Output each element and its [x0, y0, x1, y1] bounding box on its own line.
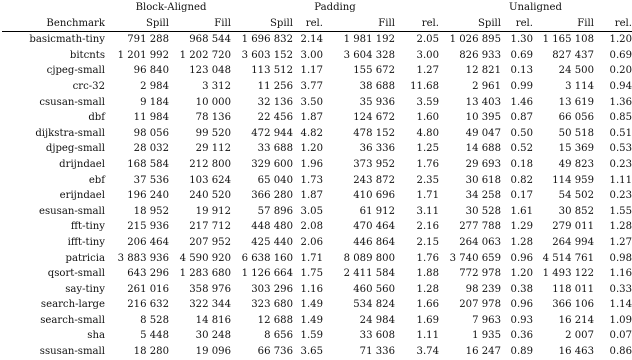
value-cell: 49 047 — [465, 127, 501, 139]
value-cell: 0.23 — [609, 158, 632, 170]
value-cell: 0.51 — [609, 127, 632, 139]
value-cell: 1 935 — [472, 330, 501, 342]
value-cell: 28 032 — [133, 143, 169, 155]
value-cell: 10 395 — [465, 112, 501, 124]
benchmark-name-cell: patricia — [65, 252, 105, 264]
value-cell: 5 448 — [140, 330, 169, 342]
value-cell: 37 536 — [133, 174, 169, 186]
value-cell: 373 952 — [353, 158, 395, 170]
value-cell: 1.36 — [609, 96, 632, 108]
value-cell: 0.82 — [510, 174, 533, 186]
group-unaligned: Unaligned — [509, 2, 562, 13]
value-cell: 7 963 — [472, 314, 501, 326]
value-cell: 0.98 — [609, 252, 632, 264]
value-cell: 16 214 — [558, 314, 594, 326]
value-cell: 329 600 — [251, 158, 293, 170]
value-cell: 29 112 — [195, 143, 231, 155]
table-row — [2, 282, 632, 298]
column-header: Spill — [269, 17, 293, 29]
group-padding: Padding — [314, 2, 356, 13]
value-cell: 3.65 — [300, 346, 323, 358]
value-cell: 3.50 — [300, 96, 323, 108]
value-cell: 1.28 — [510, 236, 533, 248]
value-cell: 66 736 — [257, 346, 293, 358]
value-cell: 215 936 — [127, 221, 169, 233]
value-cell: 1.75 — [300, 268, 323, 280]
value-cell: 50 518 — [558, 127, 594, 139]
value-cell: 216 632 — [127, 299, 169, 311]
value-cell: 99 520 — [195, 127, 231, 139]
value-cell: 240 520 — [189, 190, 231, 202]
value-cell: 2.06 — [300, 236, 323, 248]
value-cell: 1.96 — [300, 158, 323, 170]
table-row — [2, 126, 632, 142]
value-cell: 0.94 — [609, 80, 632, 92]
value-cell: 279 011 — [552, 221, 594, 233]
benchmark-name-cell: say-tiny — [65, 283, 105, 295]
value-cell: 1.49 — [300, 299, 323, 311]
value-cell: 643 296 — [127, 268, 169, 280]
value-cell: 0.20 — [609, 65, 632, 77]
value-cell: 2.15 — [416, 236, 439, 248]
value-cell: 1 202 720 — [179, 49, 231, 61]
value-cell: 3.00 — [416, 49, 439, 61]
value-cell: 322 344 — [189, 299, 231, 311]
value-cell: 3.05 — [300, 205, 323, 217]
column-header: Fill — [214, 17, 231, 29]
table-row — [2, 266, 632, 282]
value-cell: 1.73 — [300, 174, 323, 186]
value-cell: 11 984 — [133, 112, 169, 124]
value-cell: 2.35 — [416, 174, 439, 186]
value-cell: 19 096 — [195, 346, 231, 358]
value-cell: 3.59 — [416, 96, 439, 108]
benchmark-name-cell: erijndael — [59, 190, 105, 202]
column-header: rel. — [515, 17, 533, 29]
value-cell: 2 984 — [140, 80, 169, 92]
value-cell: 277 788 — [459, 221, 501, 233]
value-cell: 2.05 — [416, 34, 439, 46]
value-cell: 1.09 — [609, 314, 632, 326]
value-cell: 446 864 — [353, 236, 395, 248]
value-cell: 264 063 — [459, 236, 501, 248]
value-cell: 13 619 — [558, 96, 594, 108]
value-cell: 54 502 — [558, 190, 594, 202]
value-cell: 49 823 — [558, 158, 594, 170]
table-row — [2, 110, 632, 126]
value-cell: 1.11 — [609, 174, 632, 186]
value-cell: 38 688 — [359, 80, 395, 92]
value-cell: 98 056 — [133, 127, 169, 139]
value-cell: 478 152 — [353, 127, 395, 139]
value-cell: 2.14 — [300, 34, 323, 46]
value-cell: 0.18 — [510, 158, 533, 170]
value-cell: 65 040 — [257, 174, 293, 186]
value-cell: 207 952 — [189, 236, 231, 248]
value-cell: 0.89 — [510, 346, 533, 358]
value-cell: 207 978 — [459, 299, 501, 311]
value-cell: 206 464 — [127, 236, 169, 248]
value-cell: 261 016 — [127, 283, 169, 295]
value-cell: 243 872 — [353, 174, 395, 186]
value-cell: 264 994 — [552, 236, 594, 248]
value-cell: 0.87 — [510, 112, 533, 124]
value-cell: 3 604 328 — [343, 49, 395, 61]
value-cell: 1.60 — [416, 112, 439, 124]
value-cell: 15 369 — [558, 143, 594, 155]
value-cell: 3.00 — [300, 49, 323, 61]
value-cell: 8 089 800 — [343, 252, 395, 264]
benchmark-name-cell: esusan-small — [39, 205, 105, 217]
value-cell: 1.16 — [300, 283, 323, 295]
value-cell: 1.11 — [416, 330, 439, 342]
value-cell: 1.76 — [416, 158, 439, 170]
value-cell: 2 411 584 — [343, 268, 395, 280]
value-cell: 303 296 — [251, 283, 293, 295]
value-cell: 1.55 — [609, 205, 632, 217]
value-cell: 12 821 — [465, 65, 501, 77]
benchmark-name-cell: ifft-tiny — [67, 236, 105, 248]
value-cell: 0.17 — [510, 190, 533, 202]
benchmark-name-cell: bitcnts — [69, 49, 105, 61]
value-cell: 0.86 — [609, 346, 632, 358]
value-cell: 22 456 — [257, 112, 293, 124]
benchmark-name-cell: dbf — [88, 112, 105, 124]
table-row — [2, 79, 632, 95]
value-cell: 1.69 — [416, 314, 439, 326]
value-cell: 11 256 — [257, 80, 293, 92]
benchmark-name-cell: fft-tiny — [70, 221, 105, 233]
value-cell: 4.82 — [300, 127, 323, 139]
value-cell: 1.59 — [300, 330, 323, 342]
value-cell: 18 280 — [133, 346, 169, 358]
value-cell: 323 680 — [251, 299, 293, 311]
benchmark-name-cell: cjpeg-small — [46, 65, 105, 77]
value-cell: 1.27 — [609, 236, 632, 248]
value-cell: 4.80 — [416, 127, 439, 139]
value-cell: 8 656 — [264, 330, 293, 342]
table-row — [2, 63, 632, 79]
benchmark-name-cell: sha — [87, 330, 105, 342]
benchmark-name-cell: csusan-small — [39, 96, 105, 108]
value-cell: 30 248 — [195, 330, 231, 342]
benchmark-name-cell: crc-32 — [72, 80, 105, 92]
value-cell: 826 933 — [459, 49, 501, 61]
table-body — [2, 32, 632, 360]
value-cell: 1.87 — [300, 112, 323, 124]
value-cell: 0.99 — [510, 80, 533, 92]
value-cell: 24 984 — [359, 314, 395, 326]
value-cell: 0.33 — [609, 283, 632, 295]
value-cell: 827 437 — [552, 49, 594, 61]
column-header: Spill — [145, 17, 169, 29]
value-cell: 1.27 — [416, 65, 439, 77]
value-cell: 791 288 — [127, 34, 169, 46]
table-row — [2, 344, 632, 360]
value-cell: 1.46 — [510, 96, 533, 108]
value-cell: 3 603 152 — [241, 49, 293, 61]
value-cell: 33 608 — [359, 330, 395, 342]
value-cell: 0.53 — [609, 143, 632, 155]
value-cell: 0.69 — [510, 49, 533, 61]
value-cell: 968 544 — [189, 34, 231, 46]
value-cell: 0.50 — [510, 127, 533, 139]
value-cell: 1.49 — [300, 314, 323, 326]
value-cell: 0.93 — [510, 314, 533, 326]
value-cell: 534 824 — [353, 299, 395, 311]
table-row — [2, 297, 632, 313]
column-header: rel. — [305, 17, 323, 29]
value-cell: 470 464 — [353, 221, 395, 233]
value-cell: 14 816 — [195, 314, 231, 326]
value-cell: 35 936 — [359, 96, 395, 108]
value-cell: 1.29 — [510, 221, 533, 233]
column-header: rel. — [421, 17, 439, 29]
value-cell: 410 696 — [353, 190, 395, 202]
value-cell: 366 106 — [552, 299, 594, 311]
table-row — [2, 95, 632, 111]
value-cell: 57 896 — [257, 205, 293, 217]
value-cell: 3 312 — [202, 80, 231, 92]
value-cell: 14 688 — [465, 143, 501, 155]
value-cell: 1.28 — [609, 221, 632, 233]
value-cell: 71 336 — [359, 346, 395, 358]
table-row — [2, 251, 632, 267]
value-cell: 1 283 680 — [179, 268, 231, 280]
value-cell: 13 403 — [465, 96, 501, 108]
value-cell: 0.07 — [609, 330, 632, 342]
value-cell: 3.77 — [300, 80, 323, 92]
value-cell: 1 026 895 — [449, 34, 501, 46]
value-cell: 1 165 108 — [542, 34, 594, 46]
value-cell: 0.96 — [510, 299, 533, 311]
value-cell: 6 638 160 — [241, 252, 293, 264]
value-cell: 1.20 — [300, 143, 323, 155]
value-cell: 1.88 — [416, 268, 439, 280]
value-cell: 78 136 — [195, 112, 231, 124]
value-cell: 217 712 — [189, 221, 231, 233]
value-cell: 118 011 — [552, 283, 594, 295]
value-cell: 8 528 — [140, 314, 169, 326]
value-cell: 123 048 — [189, 65, 231, 77]
value-cell: 3 114 — [565, 80, 594, 92]
table-row — [2, 188, 632, 204]
value-cell: 103 624 — [189, 174, 231, 186]
value-cell: 19 912 — [195, 205, 231, 217]
value-cell: 0.96 — [510, 252, 533, 264]
value-cell: 1 696 832 — [241, 34, 293, 46]
value-cell: 1 201 992 — [117, 49, 169, 61]
column-header: rel. — [614, 17, 632, 29]
value-cell: 1 126 664 — [241, 268, 293, 280]
value-cell: 96 840 — [133, 65, 169, 77]
value-cell: 4 590 920 — [179, 252, 231, 264]
value-cell: 2.08 — [300, 221, 323, 233]
value-cell: 16 247 — [465, 346, 501, 358]
benchmark-name-cell: basicmath-tiny — [29, 34, 105, 46]
value-cell: 18 952 — [133, 205, 169, 217]
value-cell: 16 463 — [558, 346, 594, 358]
benchmark-name-cell: search-large — [40, 299, 105, 311]
value-cell: 1.20 — [510, 268, 533, 280]
value-cell: 2 007 — [565, 330, 594, 342]
benchmark-name-cell: ssusan-small — [39, 346, 105, 358]
value-cell: 1.66 — [416, 299, 439, 311]
value-cell: 114 959 — [552, 174, 594, 186]
value-cell: 155 672 — [353, 65, 395, 77]
value-cell: 366 280 — [251, 190, 293, 202]
value-cell: 36 336 — [359, 143, 395, 155]
group-block-aligned: Block-Aligned — [135, 2, 207, 13]
value-cell: 3 883 936 — [117, 252, 169, 264]
value-cell: 12 688 — [257, 314, 293, 326]
table-row — [2, 235, 632, 251]
value-cell: 1 981 192 — [343, 34, 395, 46]
value-cell: 1.71 — [416, 190, 439, 202]
value-cell: 30 528 — [465, 205, 501, 217]
value-cell: 113 512 — [251, 65, 293, 77]
value-cell: 124 672 — [353, 112, 395, 124]
value-cell: 33 688 — [257, 143, 293, 155]
table-row — [2, 48, 632, 64]
value-cell: 9 184 — [140, 96, 169, 108]
value-cell: 0.23 — [609, 190, 632, 202]
benchmark-name-cell: search-small — [40, 314, 105, 326]
value-cell: 1.71 — [300, 252, 323, 264]
table-row — [2, 313, 632, 329]
benchmark-table — [2, 0, 632, 360]
column-header-benchmark: Benchmark — [46, 17, 105, 29]
value-cell: 10 000 — [195, 96, 231, 108]
value-cell: 460 560 — [353, 283, 395, 295]
value-cell: 0.85 — [609, 112, 632, 124]
table-row — [2, 328, 632, 344]
benchmark-name-cell: djpeg-small — [45, 143, 105, 155]
value-cell: 1.14 — [609, 299, 632, 311]
value-cell: 196 240 — [127, 190, 169, 202]
value-cell: 1.61 — [510, 205, 533, 217]
value-cell: 98 239 — [465, 283, 501, 295]
value-cell: 1.87 — [300, 190, 323, 202]
value-cell: 772 978 — [459, 268, 501, 280]
table-row — [2, 173, 632, 189]
value-cell: 3.11 — [416, 205, 439, 217]
value-cell: 1 493 122 — [542, 268, 594, 280]
value-cell: 32 136 — [257, 96, 293, 108]
column-header-row — [2, 16, 632, 32]
column-header: Spill — [477, 17, 501, 29]
value-cell: 24 500 — [558, 65, 594, 77]
value-cell: 212 800 — [189, 158, 231, 170]
column-header: Fill — [378, 17, 395, 29]
value-cell: 2.16 — [416, 221, 439, 233]
benchmark-name-cell: drijndael — [59, 158, 105, 170]
value-cell: 1.20 — [609, 34, 632, 46]
table-row — [2, 219, 632, 235]
value-cell: 11.68 — [410, 80, 439, 92]
value-cell: 168 584 — [127, 158, 169, 170]
value-cell: 3 740 659 — [449, 252, 501, 264]
benchmark-name-cell: qsort-small — [47, 268, 105, 280]
table-row — [2, 157, 632, 173]
value-cell: 0.13 — [510, 65, 533, 77]
value-cell: 34 258 — [465, 190, 501, 202]
benchmark-name-cell: dijkstra-small — [35, 127, 105, 139]
value-cell: 29 693 — [465, 158, 501, 170]
value-cell: 0.52 — [510, 143, 533, 155]
value-cell: 472 944 — [251, 127, 293, 139]
value-cell: 1.25 — [416, 143, 439, 155]
group-header-row — [2, 0, 632, 16]
value-cell: 3.74 — [416, 346, 439, 358]
value-cell: 30 852 — [558, 205, 594, 217]
value-cell: 4 514 761 — [542, 252, 594, 264]
value-cell: 0.36 — [510, 330, 533, 342]
value-cell: 61 912 — [359, 205, 395, 217]
value-cell: 358 976 — [189, 283, 231, 295]
value-cell: 1.16 — [609, 268, 632, 280]
value-cell: 0.69 — [609, 49, 632, 61]
value-cell: 425 440 — [251, 236, 293, 248]
value-cell: 30 618 — [465, 174, 501, 186]
value-cell: 66 056 — [558, 112, 594, 124]
table-row — [2, 141, 632, 157]
benchmark-name-cell: ebf — [88, 174, 105, 186]
value-cell: 0.38 — [510, 283, 533, 295]
value-cell: 2 961 — [472, 80, 501, 92]
table-row — [2, 32, 632, 48]
value-cell: 1.28 — [416, 283, 439, 295]
table-row — [2, 204, 632, 220]
value-cell: 448 480 — [251, 221, 293, 233]
value-cell: 1.17 — [300, 65, 323, 77]
column-header: Fill — [577, 17, 594, 29]
value-cell: 1.30 — [510, 34, 533, 46]
value-cell: 1.76 — [416, 252, 439, 264]
